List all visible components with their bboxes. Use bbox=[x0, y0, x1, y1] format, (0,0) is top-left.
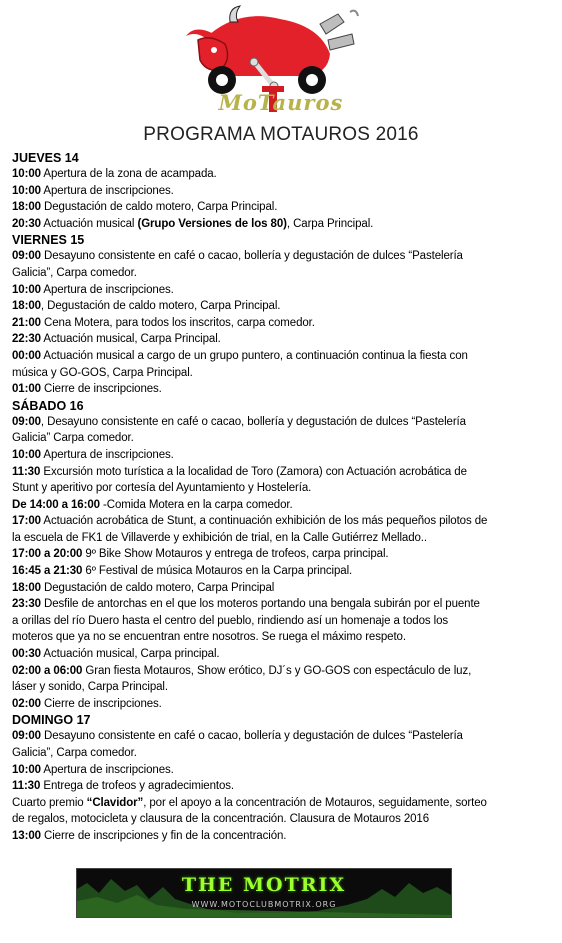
schedule-text: Actuación musical bbox=[40, 217, 138, 230]
schedule-emphasis: 10:00 bbox=[12, 184, 41, 197]
schedule-emphasis: 11:30 bbox=[12, 780, 41, 793]
page-title: PROGRAMA MOTAUROS 2016 bbox=[143, 124, 419, 145]
schedule-text: Degustación de caldo motero, Carpa Principal bbox=[40, 581, 275, 594]
schedule-line bbox=[12, 414, 550, 431]
schedule-text: Galicia” Carpa comedor. bbox=[12, 432, 134, 445]
logo-text: MoTauros bbox=[218, 90, 344, 115]
schedule-emphasis: 17:00 a 20:00 bbox=[12, 548, 83, 561]
schedule-text: 6º Festival de música Motauros en la Carpa principal. bbox=[82, 565, 353, 578]
schedule-emphasis: 01:00 bbox=[12, 383, 41, 396]
schedule-text: Galicia”, Carpa comedor. bbox=[12, 747, 137, 759]
schedule-text: Desfile de antorchas en el que los moteros portando una bengala subirán por el puente bbox=[40, 598, 480, 611]
schedule-emphasis: 21:00 bbox=[12, 316, 41, 329]
schedule-line bbox=[12, 216, 550, 233]
schedule-text: Excursión moto turística a la localidad de Toro (Zamora) con Actuación acrobática de bbox=[40, 465, 467, 478]
schedule-line bbox=[12, 430, 550, 447]
schedule-emphasis: 18:00 bbox=[12, 581, 41, 594]
schedule-line bbox=[12, 795, 550, 812]
schedule-emphasis: 00:00 bbox=[12, 349, 41, 362]
schedule-text: Cierre de inscripciones. bbox=[40, 697, 162, 710]
schedule-line bbox=[12, 265, 550, 282]
schedule-text: Entrega de trofeos y agradecimientos. bbox=[40, 780, 235, 793]
schedule-text: Cierre de inscripciones. bbox=[40, 383, 162, 396]
schedule-line bbox=[12, 248, 550, 265]
schedule-line bbox=[12, 315, 550, 332]
schedule-text: Actuación acrobática de Stunt, a continuación exhibición de los más pequeños pilotos de bbox=[40, 515, 488, 528]
schedule-line bbox=[12, 530, 550, 547]
schedule-line bbox=[12, 166, 550, 183]
schedule-emphasis: 09:00 bbox=[12, 730, 41, 743]
schedule-emphasis: 22:30 bbox=[12, 333, 41, 346]
schedule-line bbox=[12, 331, 550, 348]
day-heading: SÁBADO 16 bbox=[12, 398, 84, 413]
schedule-emphasis: 18:00 bbox=[12, 300, 41, 313]
schedule-text: Apertura de inscripciones. bbox=[40, 283, 174, 296]
schedule-emphasis: 02:00 bbox=[12, 697, 41, 710]
schedule-line bbox=[12, 663, 550, 680]
schedule-line bbox=[12, 464, 550, 481]
schedule-line bbox=[12, 348, 550, 365]
schedule-line bbox=[12, 365, 550, 382]
schedule-line bbox=[12, 513, 550, 530]
schedule-text: Desayuno consistente en café o cacao, bollería y degustación de dulces “Pastelería bbox=[40, 730, 463, 743]
schedule-text: , Desayuno consistente en café o cacao, bollería y degustación de dulces “Pastelería bbox=[40, 415, 466, 428]
schedule-text: láser y sonido, Carpa Principal. bbox=[12, 681, 168, 694]
schedule-text: moteros que ya no se encuentran entre nosotros. Se ruega el máximo respeto. bbox=[12, 631, 406, 644]
schedule-text: Apertura de inscripciones. bbox=[40, 448, 174, 461]
schedule-text: Galicia”, Carpa comedor. bbox=[12, 266, 137, 279]
day-heading: DOMINGO 17 bbox=[12, 713, 91, 728]
day-heading: JUEVES 14 bbox=[12, 151, 79, 165]
schedule-line bbox=[12, 728, 550, 745]
schedule-emphasis: 11:30 bbox=[12, 465, 41, 478]
schedule-text: Actuación musical, Carpa principal. bbox=[40, 648, 220, 661]
schedule-emphasis: 00:30 bbox=[12, 648, 41, 661]
schedule-line bbox=[12, 580, 550, 597]
schedule-text: Apertura de inscripciones. bbox=[40, 184, 174, 197]
schedule-line bbox=[12, 629, 550, 646]
schedule-emphasis: 02:00 a 06:00 bbox=[12, 664, 83, 677]
schedule-line bbox=[12, 497, 550, 514]
schedule-text: , Carpa Principal. bbox=[286, 217, 374, 230]
schedule-emphasis: 09:00 bbox=[12, 415, 41, 428]
schedule-emphasis: 13:00 bbox=[12, 829, 41, 842]
schedule-emphasis: (Grupo Versiones de los 80) bbox=[137, 217, 287, 230]
schedule-emphasis: 10:00 bbox=[12, 763, 41, 776]
schedule-text: Actuación musical a cargo de un grupo puntero, a continuación continua la fiesta con bbox=[40, 349, 468, 362]
schedule-line bbox=[12, 762, 550, 779]
schedule-emphasis: 17:00 bbox=[12, 515, 41, 528]
schedule-line bbox=[12, 613, 550, 630]
schedule-line bbox=[12, 381, 550, 398]
schedule-text: de regalos, motocicleta y clausura de la concentración. Clausura de Motauros 2016 bbox=[12, 813, 430, 826]
schedule-line bbox=[12, 745, 550, 762]
schedule-text: Degustación de caldo motero, Carpa Principal. bbox=[40, 201, 278, 214]
schedule-line bbox=[12, 596, 550, 613]
schedule-emphasis: “Clavidor” bbox=[86, 796, 144, 809]
schedule-line bbox=[12, 696, 550, 713]
schedule-text: Stunt y aperitivo por cortesía del Ayuntamiento y Hostelería. bbox=[12, 482, 312, 495]
schedule-text: Apertura de inscripciones. bbox=[40, 763, 174, 776]
schedule-line bbox=[12, 183, 550, 200]
schedule-line bbox=[12, 282, 550, 299]
schedule-line bbox=[12, 447, 550, 464]
schedule-text: -Comida Motera en la carpa comedor. bbox=[99, 498, 293, 511]
banner-title: THE MOTRIX bbox=[181, 874, 347, 896]
schedule-line bbox=[12, 679, 550, 696]
schedule-line bbox=[12, 480, 550, 497]
schedule-text: música y GO-GOS, Carpa Principal. bbox=[12, 366, 193, 379]
day-heading: VIERNES 15 bbox=[12, 233, 85, 248]
schedule-text: Gran fiesta Motauros, Show erótico, DJ´s y GO-GOS con espectáculo de luz, bbox=[82, 664, 472, 677]
schedule-text: a orillas del río Duero hasta el centro del pueblo, rindiendo así un homenaje a todos los bbox=[12, 614, 449, 627]
schedule-text: Cena Motera, para todos los inscritos, carpa comedor. bbox=[40, 316, 315, 329]
schedule-line bbox=[12, 811, 550, 828]
schedule-emphasis: 10:00 bbox=[12, 168, 41, 180]
banner-url: WWW.MOTOCLUBMOTRIX.ORG bbox=[191, 900, 337, 909]
schedule-emphasis: 18:00 bbox=[12, 201, 41, 214]
schedule-line bbox=[12, 199, 550, 216]
schedule-text: Desayuno consistente en café o cacao, bollería y degustación de dulces “Pastelería bbox=[40, 250, 463, 263]
schedule-text: Cuarto premio bbox=[12, 796, 87, 809]
schedule-emphasis: 23:30 bbox=[12, 598, 41, 611]
schedule-text: Actuación musical, Carpa Principal. bbox=[40, 333, 221, 346]
schedule-line bbox=[12, 828, 550, 845]
schedule-text: la escuela de FK1 de Villaverde y exhibición de trial, en la Calle Gutiérrez Mellado.. bbox=[12, 531, 427, 544]
schedule-emphasis: 10:00 bbox=[12, 283, 41, 296]
schedule-emphasis: 10:00 bbox=[12, 448, 41, 461]
schedule-line bbox=[12, 778, 550, 795]
schedule-text: Cierre de inscripciones y fin de la concentración. bbox=[40, 829, 287, 842]
schedule-text: , Degustación de caldo motero, Carpa Principal. bbox=[40, 300, 281, 313]
motrix-banner[interactable] bbox=[76, 868, 452, 918]
program-list bbox=[12, 150, 550, 845]
schedule-emphasis: 16:45 a 21:30 bbox=[12, 565, 83, 578]
schedule-line bbox=[12, 298, 550, 315]
schedule-text: 9º Bike Show Motauros y entrega de trofeos, carpa principal. bbox=[82, 548, 389, 561]
schedule-emphasis: 09:00 bbox=[12, 250, 41, 263]
schedule-line bbox=[12, 563, 550, 580]
schedule-text: , por el apoyo a la concentración de Motauros, seguidamente, sorteo bbox=[143, 796, 487, 809]
schedule-line bbox=[12, 646, 550, 663]
schedule-emphasis: 20:30 bbox=[12, 217, 41, 230]
schedule-line bbox=[12, 546, 550, 563]
schedule-text: Apertura de la zona de acampada. bbox=[40, 168, 217, 180]
schedule-emphasis: De 14:00 a 16:00 bbox=[12, 498, 100, 511]
